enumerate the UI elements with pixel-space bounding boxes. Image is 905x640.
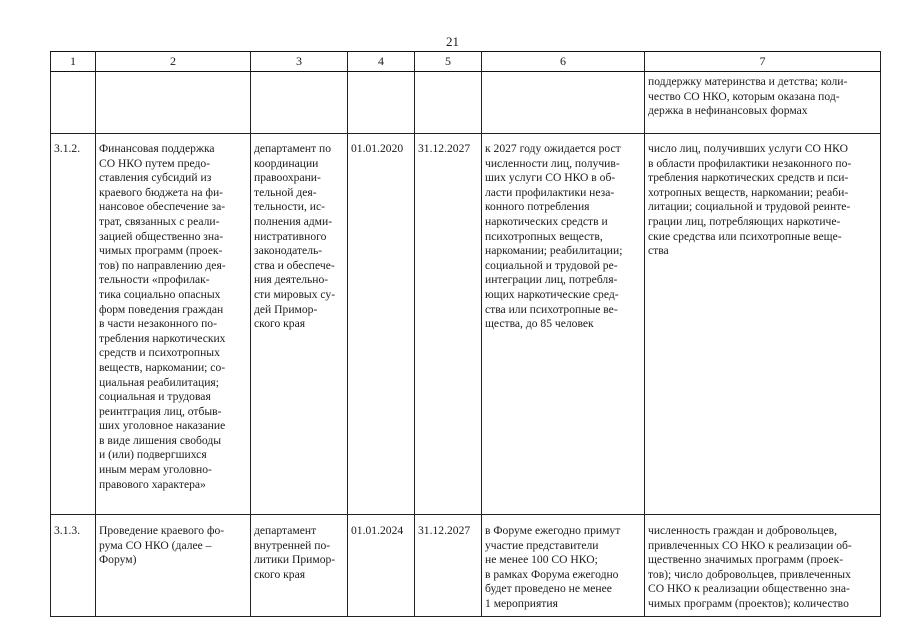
start-date-cell [348,72,415,134]
indicator-cell: поддержку материнства и детства; коли- чество СО НКО, которым оказана под- держка в нефинансовых формах [645,72,881,134]
row-number-cell: 3.1.3. [51,515,96,617]
table-header-row [51,52,881,72]
header-cell: 2 [96,52,251,72]
header-cell: 5 [415,52,482,72]
measure-name-cell [96,72,251,134]
table-row [51,515,881,617]
start-date-cell: 01.01.2020 [348,134,415,515]
program-table [50,51,881,617]
header-cell: 6 [482,52,645,72]
start-date-cell: 01.01.2024 [348,515,415,617]
expected-result-cell: в Форуме ежегодно примут участие представители не менее 100 СО НКО; в рамках Форума ежегодно будет проведено не менее 1 мероприятия [482,515,645,617]
header-cell: 7 [645,52,881,72]
table-row [51,134,881,515]
expected-result-cell: к 2027 году ожидается рост численности лиц, получив- ших услуги СО НКО в об- ласти профилактики неза- конного потребления наркотических средств и психотропных веществ, наркомании; реабилитации; социальной и трудовой ре- интеграции лиц, потребля- ющих наркотические сред- ства или психотропные ве- щества, до 85 человек [482,134,645,515]
row-number-cell [51,72,96,134]
page-number: 21 [446,34,459,49]
indicator-cell: численность граждан и добровольцев, привлеченных СО НКО к реализации об- щественно значимых программ (проек- тов); число добровольцев, привлеченных СО НКО к реализации общественно зна- чимых программ (проектов); количество [645,515,881,617]
measure-name-cell: Финансовая поддержка СО НКО путем предо- ставления субсидий из краевого бюджета на фи- нансовое обеспечение за- трат, связанных с реали- зацией общественно зна- чимых программ (проек- тов) по направлению дея- тельности «профилак- тика социально опасных форм поведения граждан в части незаконного по- требления наркотических средств и психотропных веществ, наркомании; со- циальная реабилитация; социальная и трудовая реинтграция лиц, отбыв- ших уголовное наказание в виде лишения свободы и (или) подвергшихся иным мерам уголовно- правового характера» [96,134,251,515]
measure-name-cell: Проведение краевого фо- рума СО НКО (далее – Форум) [96,515,251,617]
table-row [51,72,881,134]
header-cell: 3 [251,52,348,72]
responsible-dept-cell: департамент внутренней по- литики Примор- ского края [251,515,348,617]
end-date-cell [415,72,482,134]
header-cell: 1 [51,52,96,72]
responsible-dept-cell: департамент по координации правоохрани- тельной дея- тельности, ис- полнения адми- нистративного законодатель- ства и обеспече- ния деятельно- сти мировых су- дей Примор- ского края [251,134,348,515]
end-date-cell: 31.12.2027 [415,134,482,515]
row-number-cell: 3.1.2. [51,134,96,515]
header-cell: 4 [348,52,415,72]
expected-result-cell [482,72,645,134]
responsible-dept-cell [251,72,348,134]
end-date-cell: 31.12.2027 [415,515,482,617]
indicator-cell: число лиц, получивших услуги СО НКО в области профилактики незаконного по- требления наркотических средств и пси- хотропных веществ, наркомании; реаби- литации; социальной и трудовой реинте- грации лиц, потребляющих наркотиче- ские средства или психотропные веще- ства [645,134,881,515]
